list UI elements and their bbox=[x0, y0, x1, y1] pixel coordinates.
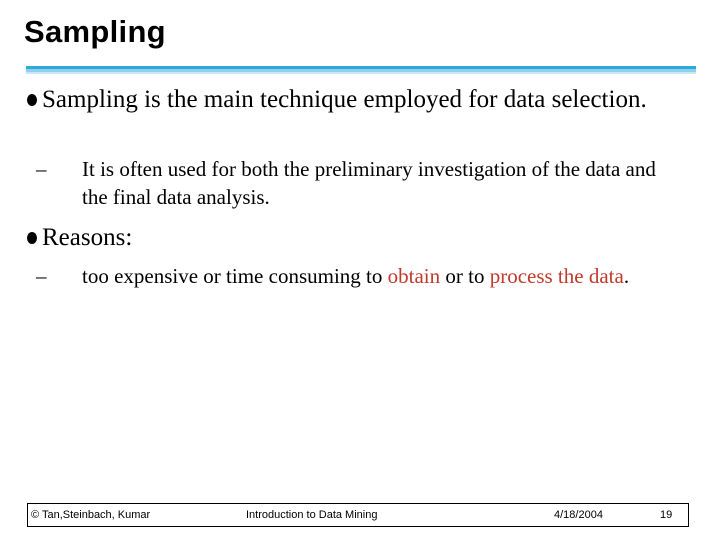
bullet-sampling bbox=[27, 85, 687, 114]
footer-date: 4/18/2004 bbox=[554, 509, 603, 521]
bullet-text: Sampling is the main technique employed for data selection. bbox=[42, 86, 647, 113]
bullet-text: Reasons: bbox=[42, 224, 133, 251]
footer-copyright: © Tan,Steinbach, Kumar bbox=[31, 509, 151, 521]
bullet-reasons bbox=[27, 223, 687, 252]
footer-course: Introduction to Data Mining bbox=[246, 509, 378, 521]
text-segment: . bbox=[623, 264, 630, 288]
dash-icon: – bbox=[36, 157, 47, 181]
sub-bullet-usage bbox=[36, 155, 676, 211]
sub-bullet-text bbox=[82, 262, 676, 290]
text-segment: or to bbox=[440, 264, 490, 288]
title-rule bbox=[26, 72, 696, 74]
footer-page-number: 19 bbox=[660, 509, 673, 521]
highlight-process: process the data bbox=[489, 264, 624, 288]
highlight-obtain: obtain bbox=[387, 264, 441, 288]
sub-bullet-reasons bbox=[36, 262, 676, 290]
text-segment: too expensive or time consuming to bbox=[82, 264, 388, 288]
bullet-dot-icon bbox=[27, 232, 37, 244]
sub-bullet-text: It is often used for both the preliminary investigation of the data and the final data analysis. bbox=[82, 157, 656, 209]
slide-footer bbox=[27, 503, 689, 527]
slide-title: Sampling bbox=[24, 14, 166, 49]
bullet-dot-icon bbox=[27, 94, 37, 106]
dash-icon: – bbox=[36, 264, 47, 288]
